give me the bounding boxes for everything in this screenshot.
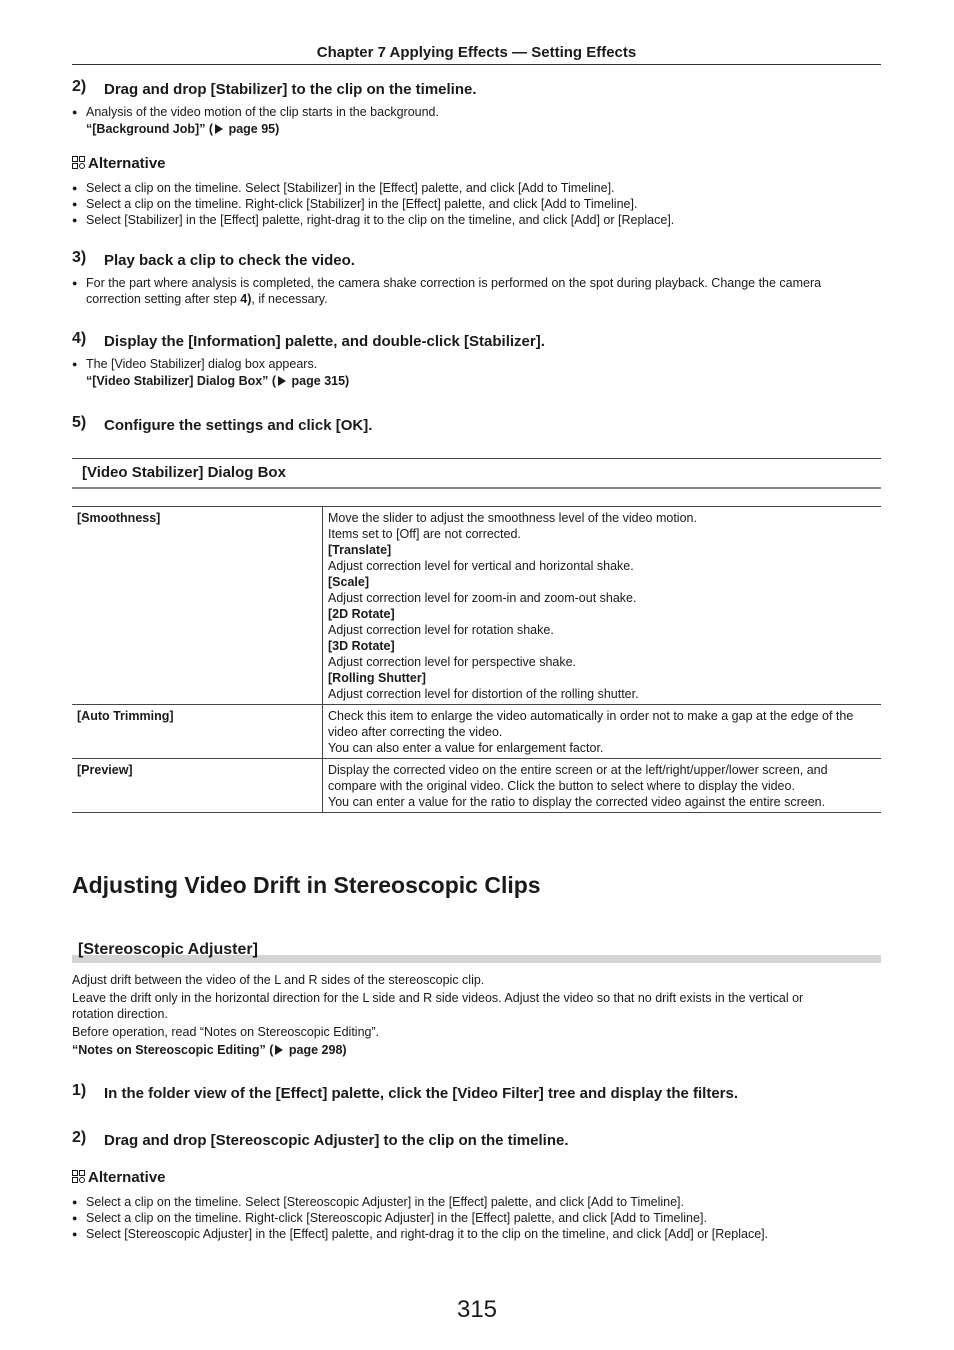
step-number: 1) bbox=[72, 1082, 87, 1099]
bullet-list bbox=[72, 104, 872, 120]
bullet-item: ● Select [Stereoscopic Adjuster] in the [Effect] palette, and right-drag it to the clip on the timeline, and click [Add] or [Replace]. bbox=[72, 1226, 872, 1242]
paragraph bbox=[72, 990, 872, 1022]
bullet-item: ● Select [Stabilizer] in the [Effect] palette, right-drag it to the clip on the timeline, and click [Add] or [Replace]. bbox=[72, 212, 872, 228]
desc-line: Adjust correction level for perspective shake. bbox=[328, 655, 577, 669]
setting-name: [Preview] bbox=[72, 759, 323, 813]
step-ref: 4) bbox=[240, 292, 252, 306]
paragraph: Adjust drift between the video of the L and R sides of the stereoscopic clip. bbox=[72, 973, 485, 987]
ref-page: page 95) bbox=[225, 122, 280, 136]
setting-name: [Smoothness] bbox=[72, 507, 323, 705]
sub-setting-name: [2D Rotate] bbox=[328, 607, 395, 621]
sub-setting-name: [3D Rotate] bbox=[328, 639, 395, 653]
section-title: Adjusting Video Drift in Stereoscopic Clips bbox=[72, 872, 541, 898]
bullet-line: , if necessary. bbox=[251, 292, 328, 306]
ref-page: page 315) bbox=[288, 374, 350, 388]
desc-line: Adjust correction level for rotation shake. bbox=[328, 623, 554, 637]
paragraph-line: Leave the drift only in the horizontal direction for the L side and R side videos. Adjust the video so that no drift exists in the vertical or bbox=[72, 991, 804, 1005]
bullet-item: ● The [Video Stabilizer] dialog box appears. bbox=[72, 356, 872, 372]
step-text: Drag and drop [Stereoscopic Adjuster] to the clip on the timeline. bbox=[104, 1132, 569, 1149]
settings-table bbox=[72, 506, 881, 813]
step-text: Drag and drop [Stabilizer] to the clip on the timeline. bbox=[104, 81, 477, 98]
table-row bbox=[72, 759, 881, 813]
page-arrow-icon bbox=[215, 124, 223, 134]
desc-line: Adjust correction level for zoom-in and zoom-out shake. bbox=[328, 591, 637, 605]
cross-reference-link[interactable] bbox=[86, 122, 279, 136]
header-rule bbox=[72, 64, 881, 65]
alternative-heading bbox=[72, 155, 166, 172]
page-number: 315 bbox=[456, 1296, 498, 1323]
step-text: Play back a clip to check the video. bbox=[104, 252, 355, 269]
alternative-label: Alternative bbox=[88, 155, 166, 172]
sub-setting-name: [Translate] bbox=[328, 543, 392, 557]
ref-text: “Notes on Stereoscopic Editing” ( bbox=[72, 1043, 274, 1057]
step-number: 5) bbox=[72, 414, 87, 431]
desc-line: compare with the original video. Click the button to select where to display the video. bbox=[328, 779, 795, 793]
table-row bbox=[72, 507, 881, 705]
bullet-item: ● Select a clip on the timeline. Select [Stereoscopic Adjuster] in the [Effect] palette, and click [Add to Timeline]. bbox=[72, 1194, 872, 1210]
ref-page: page 298) bbox=[285, 1043, 347, 1057]
step-number: 3) bbox=[72, 249, 87, 266]
page-arrow-icon bbox=[275, 1045, 283, 1055]
step-number: 2) bbox=[72, 78, 87, 95]
bullet-list bbox=[72, 275, 872, 307]
chapter-header: Chapter 7 Applying Effects — Setting Effects bbox=[316, 44, 637, 61]
bullet-item bbox=[72, 275, 872, 307]
desc-line: Adjust correction level for distortion of the rolling shutter. bbox=[328, 687, 639, 701]
section-title: [Video Stabilizer] Dialog Box bbox=[82, 464, 286, 481]
ref-text: “[Background Job]” ( bbox=[86, 122, 214, 136]
bullet-item: ● Select a clip on the timeline. Right-click [Stabilizer] in the [Effect] palette, and click [Add to Timeline]. bbox=[72, 196, 872, 212]
paragraph: Before operation, read “Notes on Stereoscopic Editing”. bbox=[72, 1025, 380, 1039]
desc-line: You can also enter a value for enlargement factor. bbox=[328, 741, 604, 755]
desc-line: Check this item to enlarge the video automatically in order not to make a gap at the edge of the bbox=[328, 709, 854, 723]
sub-setting-name: [Rolling Shutter] bbox=[328, 671, 426, 685]
step-number: 2) bbox=[72, 1129, 87, 1146]
setting-name: [Auto Trimming] bbox=[72, 705, 323, 759]
cross-reference-link[interactable] bbox=[86, 374, 349, 388]
bullet-list bbox=[72, 356, 872, 372]
subsection-heading bbox=[72, 940, 881, 964]
desc-line: Items set to [Off] are not corrected. bbox=[328, 527, 521, 541]
alternative-heading bbox=[72, 1169, 166, 1186]
setting-description bbox=[323, 705, 882, 759]
subsection-title: [Stereoscopic Adjuster] bbox=[78, 941, 258, 958]
setting-description bbox=[323, 507, 882, 705]
desc-line: Adjust correction level for vertical and horizontal shake. bbox=[328, 559, 634, 573]
step-number: 4) bbox=[72, 330, 87, 347]
page-arrow-icon bbox=[278, 376, 286, 386]
desc-line: video after correcting the video. bbox=[328, 725, 503, 739]
bullet-item: ● Select a clip on the timeline. Right-click [Stereoscopic Adjuster] in the [Effect] palette, and click [Add to Timeline]. bbox=[72, 1210, 872, 1226]
dialog-section-heading bbox=[72, 458, 881, 489]
step-text: Display the [Information] palette, and double-click [Stabilizer]. bbox=[104, 333, 545, 350]
cross-reference-link[interactable] bbox=[72, 1043, 347, 1057]
bullet-line: For the part where analysis is completed, the camera shake correction is performed on the spot during playback. Change the camera bbox=[86, 276, 822, 290]
table-row bbox=[72, 705, 881, 759]
step-text: Configure the settings and click [OK]. bbox=[104, 417, 373, 434]
alternative-label: Alternative bbox=[88, 1169, 166, 1186]
ref-text: “[Video Stabilizer] Dialog Box” ( bbox=[86, 374, 277, 388]
alternative-icon bbox=[72, 156, 85, 169]
paragraph-line: rotation direction. bbox=[72, 1007, 168, 1021]
desc-line: You can enter a value for the ratio to display the corrected video against the entire screen. bbox=[328, 795, 826, 809]
sub-setting-name: [Scale] bbox=[328, 575, 369, 589]
desc-line: Move the slider to adjust the smoothness level of the video motion. bbox=[328, 511, 697, 525]
alternative-bullet-list bbox=[72, 180, 872, 228]
alternative-bullet-list bbox=[72, 1194, 872, 1242]
alternative-icon bbox=[72, 1170, 85, 1183]
bullet-item: ● Select a clip on the timeline. Select [Stabilizer] in the [Effect] palette, and click [Add to Timeline]. bbox=[72, 180, 872, 196]
setting-description bbox=[323, 759, 882, 813]
bullet-item: ● Analysis of the video motion of the clip starts in the background. bbox=[72, 104, 872, 120]
step-text: In the folder view of the [Effect] palette, click the [Video Filter] tree and display the filters. bbox=[104, 1085, 739, 1102]
desc-line: Display the corrected video on the entire screen or at the left/right/upper/lower screen, and bbox=[328, 763, 828, 777]
bullet-line: correction setting after step bbox=[86, 292, 241, 306]
